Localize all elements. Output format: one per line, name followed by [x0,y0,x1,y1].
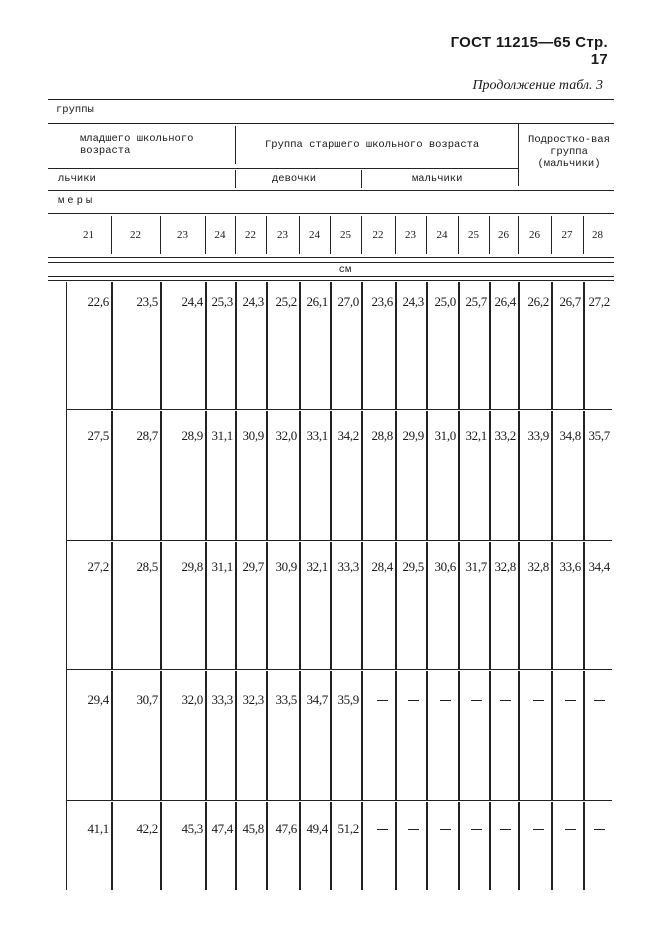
cell-divider [111,802,113,890]
table-continuation-caption: Продолжение табл. 3 [472,78,603,93]
column-number-5: 22 [245,229,256,241]
table-cell: 33,1 [306,428,328,443]
column-number-11: 24 [436,229,448,241]
column-number-3: 23 [177,229,188,241]
column-number-12: 25 [468,229,479,241]
table-cell: 28,5 [136,559,158,574]
cell-divider [489,671,491,800]
cell-divider [395,671,397,800]
colnum-divider [426,216,427,254]
table-cell: 51,2 [337,821,359,836]
unit-label: см [338,264,352,276]
empty-cell-dash [471,700,482,701]
header-boys: мальчики [412,173,463,185]
cell-divider [160,802,162,890]
cell-divider [266,671,268,800]
header-boys-partial: льчики [58,173,96,185]
table-cell: 25,2 [275,294,297,309]
table-cell: 49,4 [306,821,328,836]
cell-divider [551,802,553,890]
empty-cell-dash [377,700,388,701]
table-cell: 31,1 [211,559,233,574]
empty-cell-dash [408,700,419,701]
rule-below-groups [48,123,614,124]
cell-divider [551,671,553,800]
table-cell: 28,9 [181,428,203,443]
table-cell: 47,6 [275,821,297,836]
column-number-6: 23 [277,229,288,241]
table-cell: 28,8 [371,428,393,443]
cell-divider [583,802,585,890]
rule-below-measures [48,213,614,214]
cell-divider [426,671,428,800]
cell-divider [518,802,520,890]
header-divider-senior-teen [518,124,519,186]
cell-divider [489,802,491,890]
table-cell: 32,3 [242,692,264,707]
cell-divider [205,671,207,800]
table-cell: 29,5 [402,559,424,574]
colnum-divider [551,216,552,254]
empty-cell-dash [533,829,544,830]
column-number-9: 22 [372,229,384,241]
table-cell: 28,7 [136,428,158,443]
table-cell: 27,2 [87,559,109,574]
column-number-10: 23 [405,229,416,241]
table-cell: 30,7 [136,692,158,707]
table-cell: 42,2 [136,821,158,836]
table-cell: 41,1 [87,821,109,836]
cell-divider [330,671,332,800]
table-cell: 31,1 [211,428,233,443]
cell-divider [458,802,460,890]
table-cell: 30,9 [275,559,297,574]
cell-divider [266,802,268,890]
table-cell: 29,9 [402,428,424,443]
row-separator-1 [66,409,612,410]
table-cell: 25,0 [434,294,456,309]
colnum-divider [395,216,396,254]
row-separator-4 [66,800,612,801]
table-top-rule [48,99,614,100]
table-cell: 33,6 [559,559,581,574]
table-cell: 32,1 [465,428,487,443]
rule-below-colnums [48,257,614,258]
cell-divider [361,802,363,890]
table-cell: 34,4 [588,559,610,574]
row-separator-2 [66,540,612,541]
colnum-divider [361,216,362,254]
empty-cell-dash [594,700,605,701]
table-cell: 32,0 [181,692,203,707]
colnum-divider [518,216,519,254]
empty-cell-dash [533,700,544,701]
cell-divider [160,671,162,800]
cell-divider [361,671,363,800]
rule-double-unit [48,280,614,281]
empty-cell-dash [594,829,605,830]
table-cell: 25,7 [465,294,487,309]
column-number-14: 26 [529,229,540,241]
header-divider-sex-1 [235,170,236,188]
table-cell: 45,8 [242,821,264,836]
colnum-divider [583,216,584,254]
empty-cell-dash [500,829,511,830]
header-groups: группы [56,104,94,116]
cell-divider [458,671,460,800]
empty-cell-dash [408,829,419,830]
colnum-divider [160,216,161,254]
colnum-divider [205,216,206,254]
column-number-13: 26 [498,229,509,241]
empty-cell-dash [440,700,451,701]
table-cell: 31,0 [434,428,456,443]
cell-divider [395,802,397,890]
table-cell: 34,8 [559,428,581,443]
table-cell: 35,9 [337,692,359,707]
header-girls: девочки [272,173,317,185]
column-number-7: 24 [309,229,320,241]
empty-cell-dash [377,829,388,830]
table-cell: 22,6 [87,294,109,309]
table-cell: 25,3 [211,294,233,309]
cell-divider [299,671,301,800]
colnum-divider [458,216,459,254]
rule-double-colnums [48,262,614,263]
table-cell: 29,4 [87,692,109,707]
empty-cell-dash [565,829,576,830]
empty-cell-dash [500,700,511,701]
cell-divider [583,671,585,800]
body-left-border [66,282,67,890]
table-cell: 24,4 [181,294,203,309]
rule-below-unit [48,276,614,277]
table-cell: 35,7 [588,428,610,443]
column-number-1: 21 [83,229,94,241]
column-number-16: 28 [592,229,603,241]
colnum-divider [111,216,112,254]
column-number-4: 24 [214,229,226,241]
colnum-divider [489,216,490,254]
table-cell: 29,7 [242,559,264,574]
rule-below-sex [48,190,614,191]
table-cell: 32,8 [527,559,549,574]
table-cell: 30,6 [434,559,456,574]
empty-cell-dash [565,700,576,701]
cell-divider [518,671,520,800]
colnum-divider [235,216,236,254]
table-cell: 30,9 [242,428,264,443]
cell-divider [111,671,113,800]
cell-divider [330,802,332,890]
table-cell: 33,3 [337,559,359,574]
table-cell: 45,3 [181,821,203,836]
cell-divider [299,802,301,890]
header-divider-sex-2 [361,170,362,188]
column-number-8: 25 [340,229,351,241]
colnum-divider [266,216,267,254]
table-cell: 34,7 [306,692,328,707]
table-cell: 26,4 [494,294,516,309]
table-cell: 27,2 [588,294,610,309]
cell-divider [235,671,237,800]
column-number-2: 22 [130,229,141,241]
table-cell: 26,1 [306,294,328,309]
cell-divider [426,802,428,890]
header-senior-school-age: Группа старшего школьного возраста [265,139,480,151]
table-cell: 33,2 [494,428,516,443]
table-cell: 33,3 [211,692,233,707]
table-cell: 23,6 [371,294,393,309]
table-cell: 28,4 [371,559,393,574]
table-cell: 24,3 [242,294,264,309]
empty-cell-dash [440,829,451,830]
table-cell: 47,4 [211,821,233,836]
table-cell: 32,1 [306,559,328,574]
table-cell: 32,0 [275,428,297,443]
cell-divider [235,802,237,890]
empty-cell-dash [471,829,482,830]
table-cell: 29,8 [181,559,203,574]
page-header-code: ГОСТ 11215—65 Стр. 17 [450,34,608,68]
table-cell: 33,9 [527,428,549,443]
header-junior-school-age: младшего школьного возраста [80,133,194,157]
table-cell: 23,5 [136,294,158,309]
table-cell: 27,0 [337,294,359,309]
table-cell: 24,3 [402,294,424,309]
table-cell: 34,2 [337,428,359,443]
colnum-divider [330,216,331,254]
table-cell: 32,8 [494,559,516,574]
rule-below-age-groups [48,168,518,169]
table-cell: 27,5 [87,428,109,443]
table-cell: 31,7 [465,559,487,574]
table-cell: 26,2 [527,294,549,309]
table-cell: 26,7 [559,294,581,309]
column-number-15: 27 [561,229,573,241]
header-teen-group: Подростко-вая группа (мальчики) [528,134,610,170]
colnum-divider [299,216,300,254]
header-divider-junior-senior [235,126,236,164]
header-measures: меры [58,195,96,207]
row-separator-3 [66,669,612,670]
table-cell: 33,5 [275,692,297,707]
cell-divider [205,802,207,890]
